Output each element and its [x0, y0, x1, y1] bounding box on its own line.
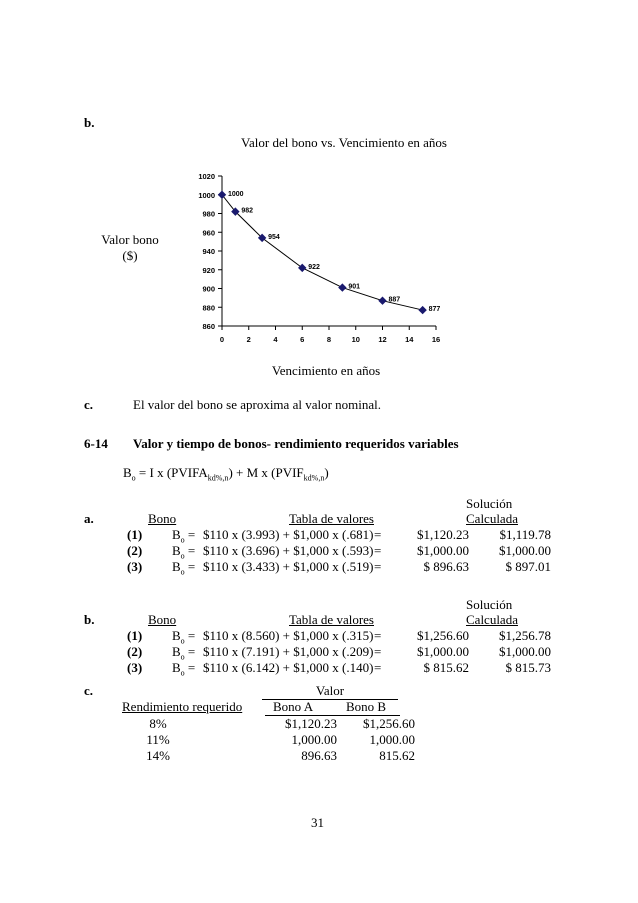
a-row-expression: $110 x (3.433) + $1,000 x (.519) [203, 559, 374, 574]
b-row-equals: = [374, 628, 382, 643]
b-row-expression: $110 x (8.560) + $1,000 x (.315) [203, 628, 374, 643]
x-tick-label: 16 [431, 335, 441, 344]
a-row-expression: $110 x (3.696) + $1,000 x (.593) [203, 543, 374, 558]
c-row-bono-a: 896.63 [301, 748, 337, 763]
b-row-bo [172, 660, 195, 678]
b-row-number: (1) [127, 628, 143, 643]
data-label: 1000 [228, 190, 244, 198]
y-tick-label: 940 [202, 247, 215, 256]
a-solucion-header: Solución [466, 496, 513, 511]
formula-b0: B [123, 465, 132, 480]
a-row-tabla: $1,000.00 [417, 543, 469, 558]
bo-symbol: B [172, 527, 181, 542]
a-row-expression: $110 x (3.993) + $1,000 x (.681) [203, 527, 374, 542]
b-row-calculada: $ 815.73 [505, 660, 551, 675]
problem-title: Valor y tiempo de bonos- rendimiento requeridos variables [133, 436, 459, 451]
formula-part1: = I x (PVIFA [135, 465, 208, 480]
a-row-bo [172, 527, 195, 545]
chart-ylabel: Valor bono [101, 232, 159, 247]
a-row-calculada: $1,119.78 [499, 527, 551, 542]
part-c-label: c. [84, 683, 94, 698]
c-row-rate: 14% [146, 748, 170, 763]
a-row-tabla: $ 896.63 [423, 559, 469, 574]
data-label: 877 [428, 306, 441, 314]
x-tick-label: 10 [351, 335, 360, 344]
c-col-rendimiento: Rendimiento requerido [122, 699, 243, 714]
data-point [419, 307, 426, 314]
problem-number: 6-14 [84, 436, 108, 451]
a-row-tabla: $1,120.23 [417, 527, 469, 542]
b-row-tabla: $1,000.00 [417, 644, 469, 659]
section-c-label: c. [84, 397, 94, 412]
bo-equals: = [184, 660, 196, 675]
data-label: 887 [388, 296, 401, 304]
a-row-equals: = [374, 559, 382, 574]
b-row-calculada: $1,000.00 [499, 644, 551, 659]
a-calculada-header: Calculada [466, 511, 518, 526]
bo-equals: = [184, 543, 196, 558]
formula-part2: ) + M x (PVIF [228, 465, 304, 480]
a-col-bono: Bono [148, 511, 177, 526]
c-row-bono-b: 815.62 [379, 748, 415, 763]
y-tick-label: 980 [202, 209, 215, 219]
b-row-number: (2) [127, 644, 143, 659]
c-col-bono-b: Bono B [346, 699, 387, 714]
section-b-label: b. [84, 115, 95, 130]
a-row-bo [172, 559, 195, 577]
formula-part3: ) [324, 465, 329, 480]
chart-ylabel-unit: ($) [122, 248, 138, 263]
b-row-calculada: $1,256.78 [499, 628, 551, 643]
c-valor-header: Valor [262, 683, 398, 700]
bo-symbol: B [172, 660, 181, 675]
bo-equals: = [184, 644, 196, 659]
b-row-tabla: $ 815.62 [423, 660, 469, 675]
b-row-equals: = [374, 644, 382, 659]
a-row-number: (2) [127, 543, 143, 558]
a-row-equals: = [374, 527, 382, 542]
c-row-bono-a: $1,120.23 [285, 716, 337, 731]
data-label: 982 [241, 207, 254, 215]
bo-equals: = [184, 527, 196, 542]
b-row-number: (3) [127, 660, 143, 675]
data-label: 922 [308, 263, 320, 271]
x-tick-label: 14 [405, 335, 414, 344]
y-tick-label: 880 [202, 303, 215, 313]
part-b-label: b. [84, 612, 95, 627]
x-tick-label: 0 [219, 335, 225, 344]
bo-symbol: B [172, 644, 181, 659]
page-number: 31 [311, 815, 324, 830]
a-row-equals: = [374, 543, 382, 558]
chart-xlabel: Vencimiento en años [271, 363, 381, 378]
y-tick-label: 900 [202, 284, 215, 294]
x-tick-label: 12 [378, 335, 387, 344]
bo-subscript: o [180, 535, 185, 545]
a-row-calculada: $ 897.01 [505, 559, 551, 574]
section-c-text: El valor del bono se aproxima al valor nominal. [133, 397, 382, 412]
bo-equals: = [184, 559, 196, 574]
b-col-bono: Bono [148, 612, 177, 627]
bo-symbol: B [172, 628, 181, 643]
c-row-bono-a: 1,000.00 [291, 732, 337, 747]
bo-equals: = [184, 628, 196, 643]
bo-subscript: o [180, 652, 185, 662]
y-tick-label: 920 [202, 265, 215, 275]
c-row-rate: 8% [149, 716, 167, 731]
b-calculada-header: Calculada [466, 612, 518, 627]
x-tick-label: 6 [300, 335, 305, 344]
bo-subscript: o [180, 668, 185, 678]
bo-symbol: B [172, 543, 181, 558]
data-label: 901 [348, 283, 361, 291]
data-point [339, 284, 346, 291]
c-row-rate: 11% [146, 732, 170, 747]
bo-subscript: o [180, 551, 185, 561]
bo-subscript: o [180, 567, 185, 577]
c-col-bono-a: Bono A [273, 699, 314, 714]
b-row-bo [172, 628, 195, 646]
formula [123, 465, 329, 483]
a-row-number: (3) [127, 559, 143, 574]
part-a-label: a. [84, 511, 94, 526]
a-row-calculada: $1,000.00 [499, 543, 551, 558]
c-row-bono-b: $1,256.60 [363, 716, 415, 731]
b-row-expression: $110 x (6.142) + $1,000 x (.140) [203, 660, 374, 675]
bo-subscript: o [180, 636, 185, 646]
x-tick-label: 4 [273, 335, 278, 344]
b-col-tabla: Tabla de valores [289, 612, 374, 627]
x-tick-label: 8 [326, 335, 332, 344]
y-tick-label: 1000 [198, 190, 215, 200]
y-tick-label: 960 [202, 228, 215, 238]
x-tick-label: 2 [246, 335, 251, 344]
data-point [379, 297, 386, 304]
b-row-expression: $110 x (7.191) + $1,000 x (.209) [203, 644, 374, 659]
b-row-bo [172, 644, 195, 662]
b-solucion-header: Solución [466, 597, 513, 612]
formula-sub2: kd%,n [303, 473, 325, 483]
y-tick-label: 860 [202, 322, 215, 331]
y-tick-label: 1020 [198, 172, 215, 181]
b-row-equals: = [374, 660, 382, 675]
formula-sub1: kd%,n [207, 473, 229, 483]
bo-symbol: B [172, 559, 181, 574]
chart-title: Valor del bono vs. Vencimiento en años [241, 135, 447, 150]
formula-b0-sub: o [131, 473, 136, 483]
data-label: 954 [268, 233, 280, 241]
b-row-tabla: $1,256.60 [417, 628, 469, 643]
c-row-bono-b: 1,000.00 [369, 732, 415, 747]
a-col-tabla: Tabla de valores [289, 511, 374, 526]
a-row-bo [172, 543, 195, 561]
a-row-number: (1) [127, 527, 143, 542]
